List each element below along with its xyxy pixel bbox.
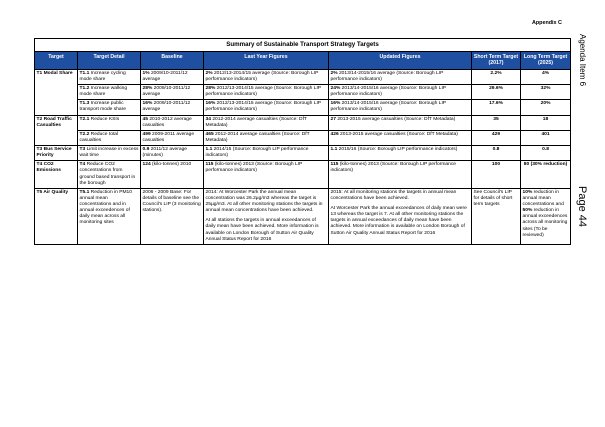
updated-cell: 2% 2013/14-2015/16 average (Source: Borough LIP performance indicators) (329, 69, 472, 84)
header-last-year: Last Year Figures (204, 51, 329, 69)
long-term-cell: 18 (521, 115, 571, 130)
header-updated: Updated Figures (329, 51, 472, 69)
last-year-cell (204, 188, 329, 244)
last-year-cell: 2% 2012/13-2014/15 average (Source: Borough LIP performance indicators) (204, 69, 329, 84)
short-term-cell: See Council's LIP for details of short term targets (472, 188, 521, 244)
updated-cell: 16% 2013/14-2015/16 average (Source: Borough LIP performance indicators) (329, 100, 472, 115)
table-row (35, 188, 571, 244)
appendix-label: Appendix C (532, 20, 562, 26)
header-long-term: Long Term Target (2025) (521, 51, 571, 69)
updated-paragraph: At Worcester Park the annual exceedances of daily mean were 13 whereas the target is 7. At all other monitoring stations the targets in annual exceedances of daily mean have been achieved. More information is available on London Borough of Sutton Air Quality Annual Status Report for 2016 (330, 206, 467, 236)
detail-cell: T1.3 Increase public transport mode share (78, 100, 141, 115)
agenda-item-label: Agenda Item 6 (578, 34, 587, 87)
detail-cell: T3 Limit increase in excess wait time (78, 146, 141, 161)
last-year-cell: 28% 2012/13-2014/15 average (Source: Borough LIP performance indicators) (204, 85, 329, 100)
table-row (35, 146, 571, 161)
table-row (35, 130, 571, 145)
updated-cell: 115 (kilo-tonnes) 2013 (Source: Borough LIP performance indicators) (329, 161, 472, 189)
baseline-cell: 0.9 2011/12 average (minutes) (141, 146, 204, 161)
long-term-cell: 20% (521, 100, 571, 115)
long-term-cell: 80 (30% reduction) (521, 161, 571, 189)
page-number-label: Page 44 (576, 186, 588, 227)
short-term-cell: 100 (472, 161, 521, 189)
updated-cell: 24% 2013/14-2015/16 average (Source: Borough LIP performance indicators) (329, 85, 472, 100)
updated-paragraph: 2015: At all monitoring stations the targets in annual mean concentrations have been achieved. (330, 189, 457, 201)
last-year-cell: 115 (kilo-tonnes) 2013 (Source: Borough LIP performance indicators) (204, 161, 329, 189)
long-term-cell: 0.8 (521, 146, 571, 161)
short-term-cell: 17.6% (472, 100, 521, 115)
short-term-cell: 35 (472, 115, 521, 130)
last-year-paragraph: At all stations the targets in annual exceedances of daily mean have been achieved. More information is available on London Borough of Sutton Air Quality Annual Status Report for 2016 (205, 218, 319, 242)
baseline-cell: 1% 2009/10-2011/12 average (141, 69, 204, 84)
last-year-cell: 1.1 2014/15 (Source: Borough LIP performance indicators) (204, 146, 329, 161)
detail-cell: T2.2 Reduce total casualties (78, 130, 141, 145)
baseline-cell: 28% 2009/10-2011/12 average (141, 85, 204, 100)
header-baseline: Baseline (141, 51, 204, 69)
detail-cell: T1.2 Increase walking mode share (78, 85, 141, 100)
detail-cell: T5.1 Reduction in PM10 annual mean concentrations and in annual exceedences of daily mean across all monitoring sites (78, 188, 141, 244)
long-term-cell: 10% reduction in annual mean concentrations and 50% reduction in annual exceedences across all monitoring sites (To be reviewed) (521, 188, 571, 244)
header-target: Target (35, 51, 78, 69)
baseline-cell: 45 2010-2012 average casualties (141, 115, 204, 130)
baseline-cell: 16% 2009/10-2011/12 average (141, 100, 204, 115)
detail-cell: T4 Reduce CO2 concentrations from ground based transport in the borough (78, 161, 141, 189)
last-year-paragraph: 2014: At Worcester Park the annual mean concentration was 26.2µg/m3 whereas the target is 25µg/m3. At all other monitoring stations the targets in annual mean concentrations have been achieved. (205, 189, 323, 214)
targets-table (34, 38, 571, 245)
long-term-cell: 4% (521, 69, 571, 84)
updated-cell (329, 188, 472, 244)
last-year-cell: 16% 2012/13-2014/15 average (Source: Borough LIP performance indicators) (204, 100, 329, 115)
baseline-cell: 124 (kilo-tonnes) 2010 (141, 161, 204, 189)
long-term-cell: 401 (521, 130, 571, 145)
updated-cell: 426 2013-2015 average casualties (Source: DfT Metadata) (329, 130, 472, 145)
table-row (35, 69, 571, 84)
table-title: Summary of Sustainable Transport Strategy Targets (35, 39, 571, 52)
short-term-cell: 0.8 (472, 146, 521, 161)
header-short-term: Short Term Target (2017) (472, 51, 521, 69)
updated-cell: 1.1 2015/16 (Source: Borough LIP performance indicators) (329, 146, 472, 161)
updated-cell: 27 2013-2015 average casualties (Source: DfT Metadata) (329, 115, 472, 130)
header-target-detail: Target Detail (78, 51, 141, 69)
target-cell: T5 Air Quality (35, 188, 78, 244)
detail-cell: T2.1 Reduce KSIs (78, 115, 141, 130)
table-row (35, 100, 571, 115)
detail-cell: T1.1 Increase cycling mode share (78, 69, 141, 84)
target-cell: T3 Bus Service Priority (35, 146, 78, 161)
table-row (35, 115, 571, 130)
short-term-cell: 29.6% (472, 85, 521, 100)
table-row (35, 161, 571, 189)
last-year-cell: 34 2012-2014 average casualties (Source: DfT Metadata) (204, 115, 329, 130)
baseline-cell: 2006 - 2009 Base: For details of baseline see the Council's LIP (3 monitoring stations). (141, 188, 204, 244)
target-cell: T4 CO2 Emissions (35, 161, 78, 189)
long-term-cell: 32% (521, 85, 571, 100)
short-term-cell: 429 (472, 130, 521, 145)
target-cell: T2 Road Traffic Casualties (35, 115, 78, 146)
baseline-cell: 499 2009-2011 average casualties (141, 130, 204, 145)
last-year-cell: 465 2012-2014 average casualties (Source: DfT Metadata) (204, 130, 329, 145)
target-cell: T1 Modal Share (35, 69, 78, 115)
table-row (35, 85, 571, 100)
short-term-cell: 2.2% (472, 69, 521, 84)
